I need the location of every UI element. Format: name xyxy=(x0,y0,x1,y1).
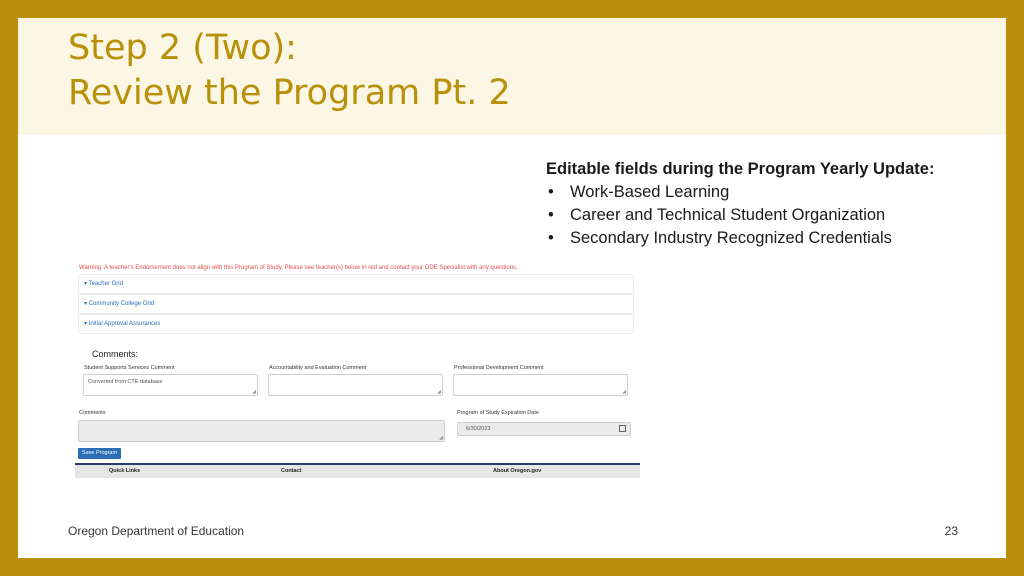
contact-link[interactable]: Contact xyxy=(281,468,302,474)
expiration-date-label: Program of Study Expiration Date xyxy=(457,410,539,416)
list-item: • Work-Based Learning xyxy=(546,181,986,204)
initial-approval-assurances-toggle[interactable]: ▾ Initial Approval Assurances xyxy=(84,321,161,327)
footer-organization: Oregon Department of Education xyxy=(68,524,245,538)
student-supports-comment-field[interactable] xyxy=(83,374,258,396)
expiration-date-value: 6/30/2023 xyxy=(466,426,491,432)
save-program-button[interactable]: Save Program xyxy=(78,448,121,459)
resize-grip-icon[interactable]: ◢ xyxy=(252,389,256,395)
expiration-date-field[interactable] xyxy=(457,422,631,436)
comments-field[interactable] xyxy=(78,420,445,442)
endorsement-warning: Warning: A teacher's Endorsement does not align with this Program of Study. Please see teacher(s) below in red and contact your ODE Specialist with any questions. xyxy=(79,265,518,271)
community-college-grid-section[interactable] xyxy=(78,294,634,314)
quick-links-link[interactable]: Quick Links xyxy=(109,468,141,474)
accountability-comment-field[interactable] xyxy=(268,374,443,396)
teacher-grid-section[interactable] xyxy=(78,274,634,294)
program-form-screenshot xyxy=(75,256,640,474)
initial-approval-assurances-section[interactable] xyxy=(78,314,634,334)
teacher-grid-toggle[interactable]: ▾ Teacher Grid xyxy=(84,281,123,287)
slide-title-line-2: Review the Program Pt. 2 xyxy=(68,73,511,113)
site-footer xyxy=(75,463,640,478)
page-number: 23 xyxy=(944,524,958,538)
student-supports-label: Student Supports Services Comment xyxy=(84,365,175,371)
professional-development-label: Professional Development Comment xyxy=(454,365,544,371)
resize-grip-icon[interactable]: ◢ xyxy=(622,389,626,395)
resize-grip-icon[interactable]: ◢ xyxy=(437,389,441,395)
comments-label: Comments xyxy=(79,410,106,416)
comments-heading: Comments: xyxy=(92,349,139,359)
title-band xyxy=(18,18,1006,135)
slide-title xyxy=(68,26,511,116)
resize-grip-icon[interactable]: ◢ xyxy=(439,435,443,441)
editable-fields-list xyxy=(546,181,986,250)
slide xyxy=(18,18,1006,558)
accountability-label: Accountability and Evaluation Comment xyxy=(269,365,367,371)
about-oregon-link[interactable]: About Oregon.gov xyxy=(493,468,542,474)
community-college-grid-toggle[interactable]: ▾ Community College Grid xyxy=(84,301,155,307)
slide-title-line-1: Step 2 (Two): xyxy=(68,28,297,68)
list-item: • Career and Technical Student Organization xyxy=(546,204,986,227)
list-item: • Secondary Industry Recognized Credentials xyxy=(546,227,986,250)
professional-development-comment-field[interactable] xyxy=(453,374,628,396)
editable-fields-callout xyxy=(546,158,986,250)
callout-heading: Editable fields during the Program Yearly Update: xyxy=(546,160,935,178)
calendar-icon[interactable] xyxy=(619,425,626,432)
student-supports-value: Converted from CTE database xyxy=(88,379,163,385)
